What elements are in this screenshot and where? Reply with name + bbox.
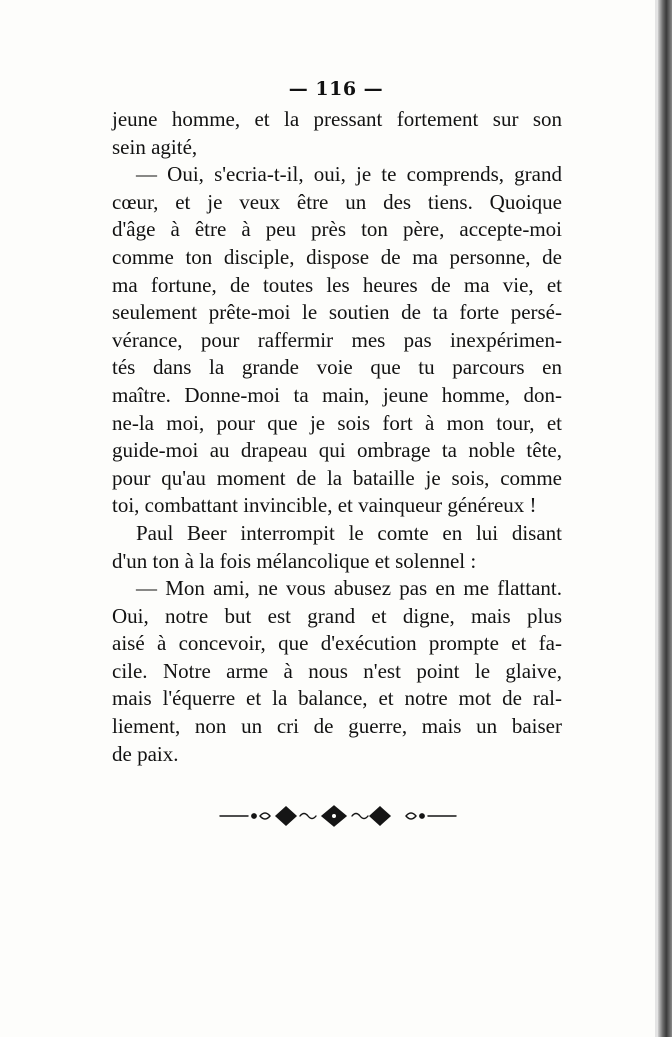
decorative-tailpiece-icon xyxy=(218,804,458,828)
text-line: Oui, notre but est grand et digne, mais plus xyxy=(112,603,562,628)
body-text xyxy=(112,106,562,768)
text-line: vérance, pour raffermir mes pas inexpérimen- xyxy=(112,327,562,352)
text-line: d'un ton à la fois mélancolique et solennel : xyxy=(112,548,477,573)
text-line: jeune homme, et la pressant fortement sur son xyxy=(112,107,562,131)
text-line: ne-la moi, pour que je sois fort à mon tour, et xyxy=(112,410,562,435)
text-line: mais l'équerre et la balance, et notre mot de ral- xyxy=(112,686,562,711)
text-line: toi, combattant invincible, et vainqueur généreux ! xyxy=(112,493,537,518)
text-line: d'âge à être à peu près ton père, accepte-moi xyxy=(112,217,562,242)
text-line: sein agité, xyxy=(112,134,198,159)
text-line: maître. Donne-moi ta main, jeune homme, don- xyxy=(112,382,562,407)
text-line: seulement prête-moi le soutien de ta forte persé- xyxy=(112,300,562,325)
text-line: aisé à concevoir, que d'exécution prompte et fa- xyxy=(112,631,562,656)
text-line: — Oui, s'ecria-t-il, oui, je te comprends, grand xyxy=(136,162,562,187)
text-line: — Mon ami, ne vous abusez pas en me flattant. xyxy=(136,576,562,601)
text-line: pour qu'au moment de la bataille je sois, comme xyxy=(112,465,562,490)
text-line: Paul Beer interrompit le comte en lui disant xyxy=(136,520,562,545)
page-edge xyxy=(658,0,672,1037)
text-line: cœur, et je veux être un des tiens. Quoique xyxy=(112,189,562,214)
text-line: tés dans la grande voie que tu parcours en xyxy=(112,355,562,380)
text-line: cile. Notre arme à nous n'est point le glaive, xyxy=(112,658,562,683)
text-line: liement, non un cri de guerre, mais un baiser xyxy=(112,714,562,739)
page-number: — 116 — xyxy=(288,78,384,100)
text-line: ma fortune, de toutes les heures de ma vie, et xyxy=(112,272,562,297)
text-line: de paix. xyxy=(112,741,179,766)
text-line: comme ton disciple, dispose de ma personne, de xyxy=(112,244,562,269)
text-line: guide-moi au drapeau qui ombrage ta noble tête, xyxy=(112,438,562,463)
